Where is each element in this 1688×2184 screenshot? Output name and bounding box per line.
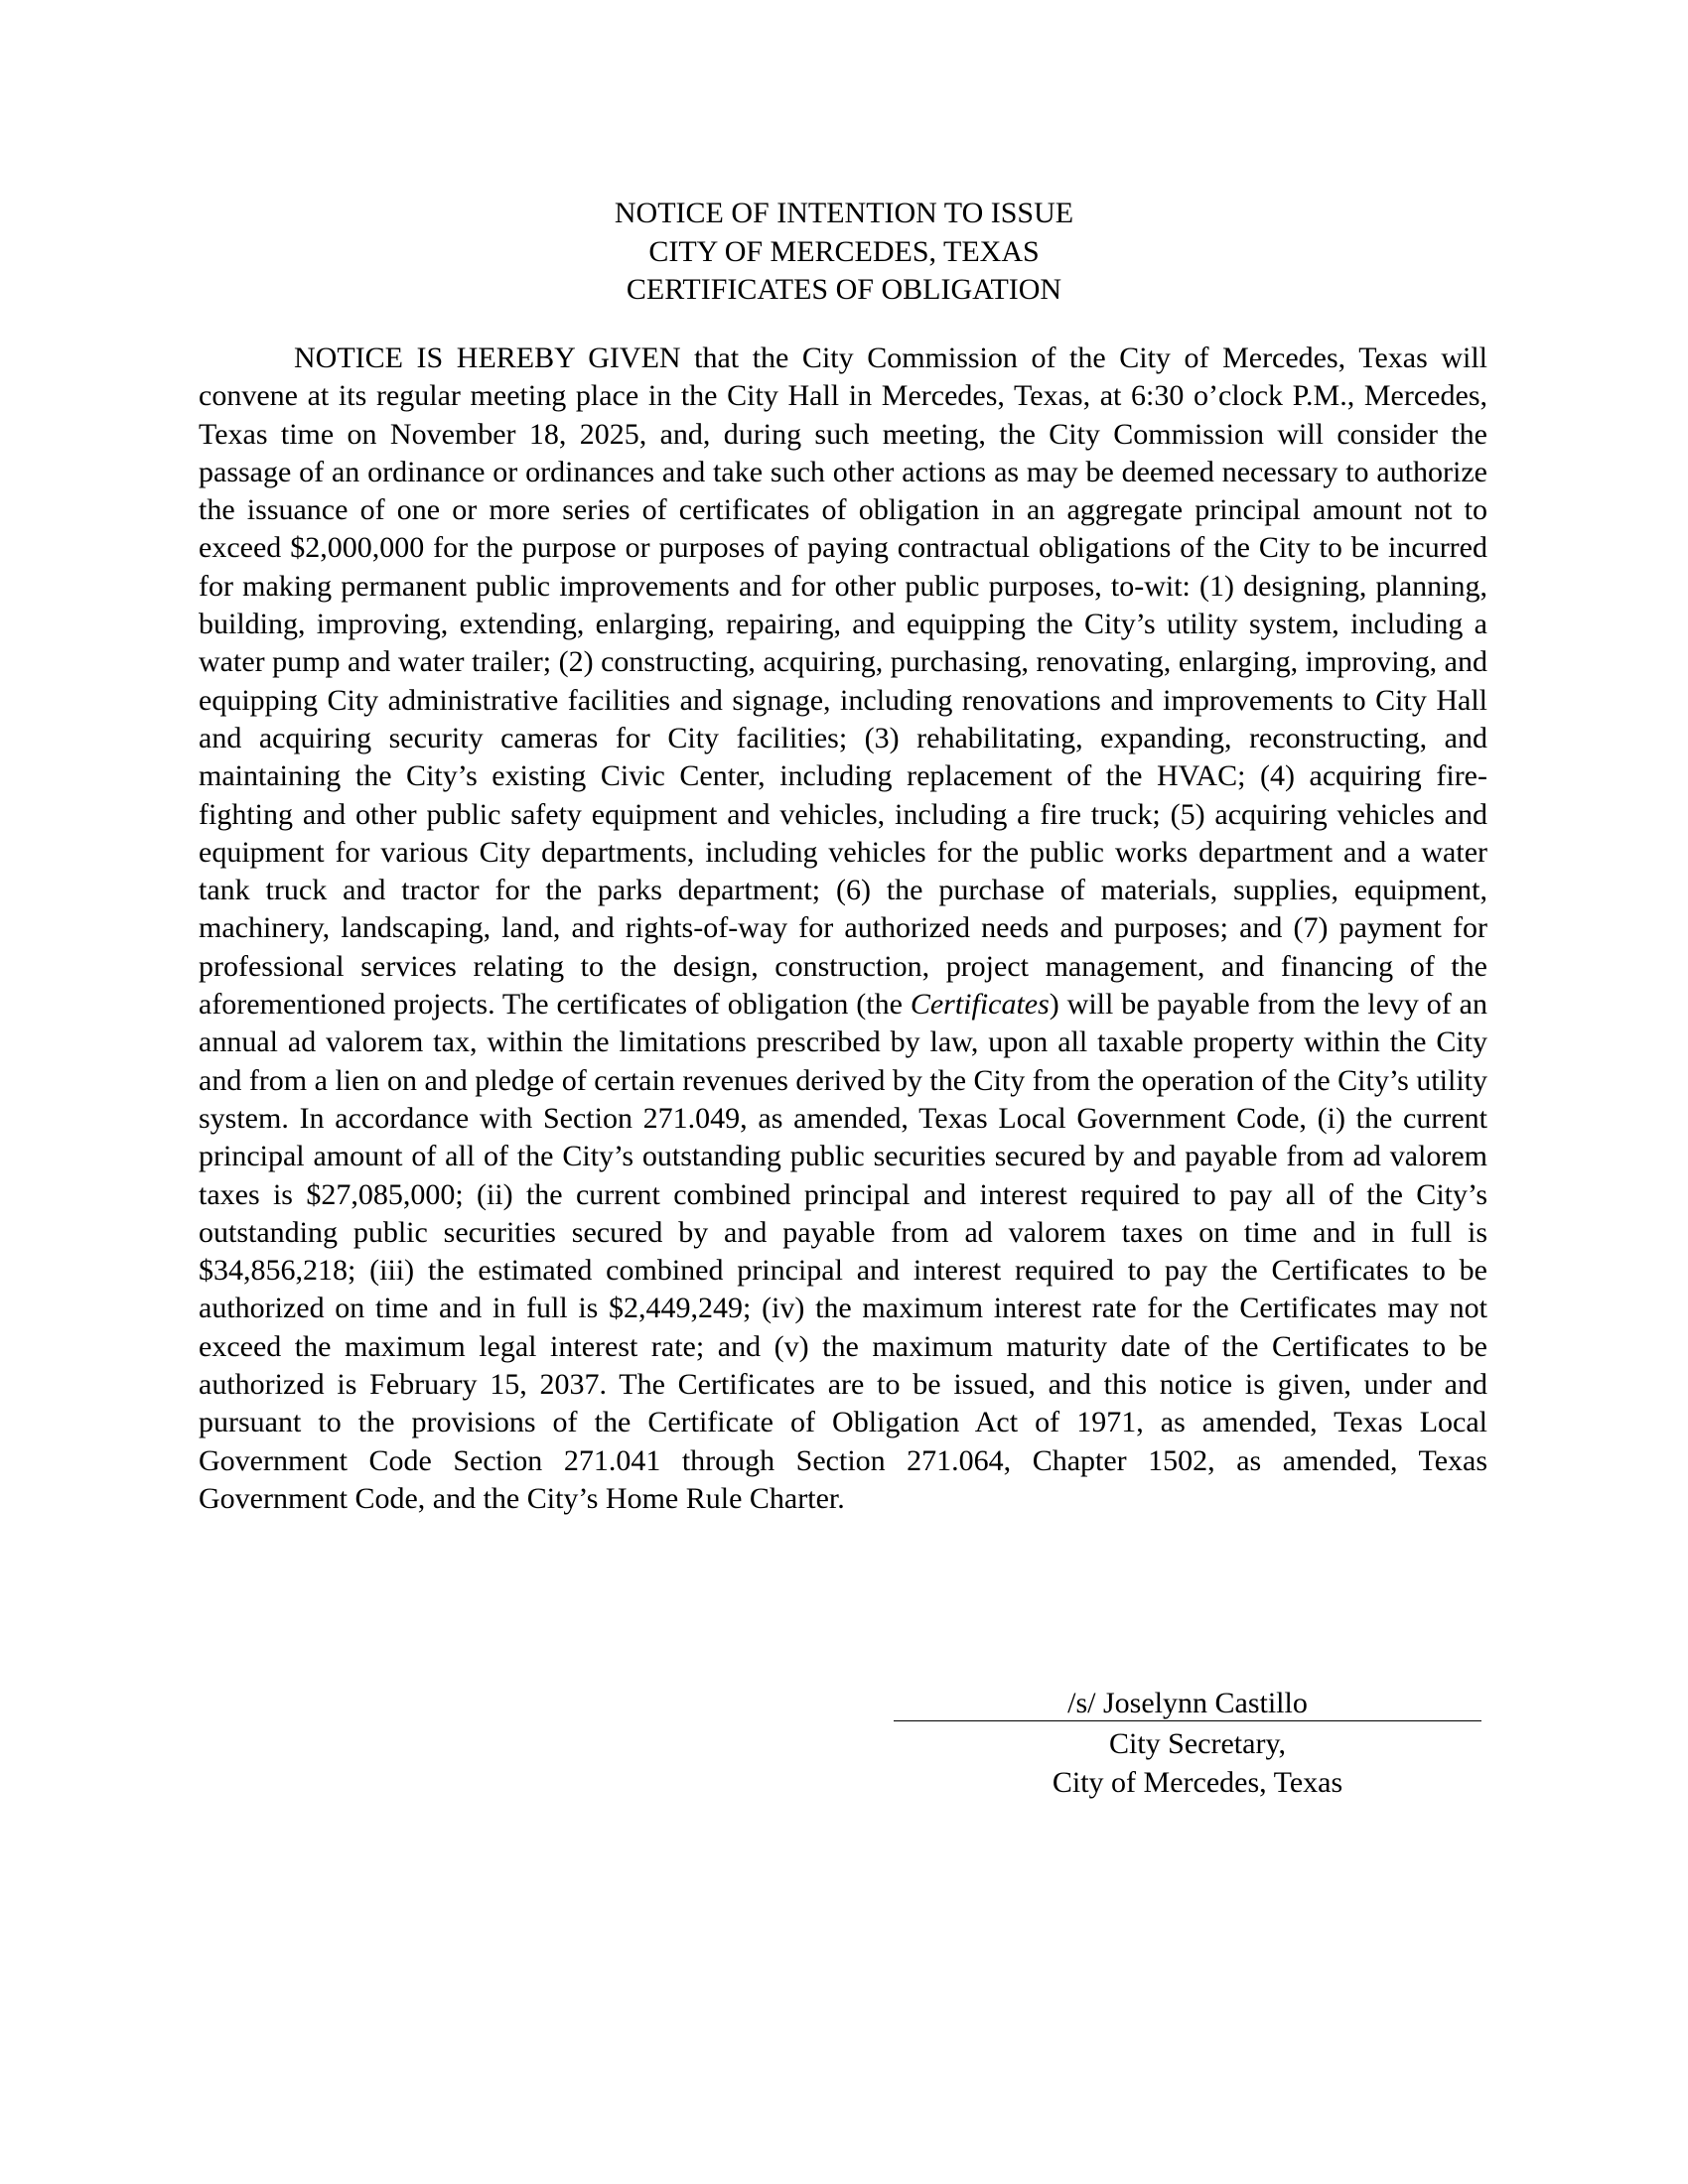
signature-line: /s/ Joselynn Castillo	[894, 1688, 1481, 1721]
title-line-1: NOTICE OF INTENTION TO ISSUE	[614, 197, 1074, 229]
title-line-2: CITY OF MERCEDES, TEXAS	[648, 234, 1040, 268]
notice-title	[199, 195, 1489, 310]
signature-block	[894, 1688, 1481, 1802]
signer-organization: City of Mercedes, Texas	[1052, 1765, 1343, 1799]
notice-body-paragraph	[199, 340, 1487, 1518]
title-line-3: CERTIFICATES OF OBLIGATION	[626, 273, 1062, 306]
body-text-part-2: ) will be payable from the levy of an annual ad valorem tax, within the limitations prescribed by law, upon all taxable property within the City and from a lien on and pledge of certain revenues derived by the City from the operation of the City’s utility system. In accordance with Section 271.049, as amended, Texas Local Government Code, (i) the current principal amount of all of the City’s outstanding public securities secured by and payable from ad valorem taxes is $27,085,000; (ii) the current combined principal and interest required to pay all of the City’s outstanding public securities secured by and payable from ad valorem taxes on time and in full is $34,856,218; (iii) the estimated combined principal and interest required to pay the Certificates to be authorized on time and in full is $2,449,249; (iv) the maximum interest rate for the Certificates may not exceed the maximum legal interest rate; and (v) the maximum maturity date of the Certificates to be authorized is February 15, 2037. The Certificates are to be issued, and this notice is given, under and pursuant to the provisions of the Certificate of Obligation Act of 1971, as amended, Texas Local Government Code Section 271.041 through Section 271.064, Chapter 1502, as amended, Texas Government Code, and the City’s Home Rule Charter.	[199, 988, 1487, 1515]
body-text-part-1: NOTICE IS HEREBY GIVEN that the City Commission of the City of Mercedes, Texas will convene at its regular meeting place in the City Hall in Mercedes, Texas, at 6:30 o’clock P.M., Mercedes, Texas time on November 18, 2025, and, during such meeting, the City Commission will consider the passage of an ordinance or ordinances and take such other actions as may be deemed necessary to authorize the issuance of one or more series of certificates of obligation in an aggregate principal amount not to exceed $2,000,000 for the purpose or purposes of paying contractual obligations of the City to be incurred for making permanent public improvements and for other public purposes, to-wit: (1) designing, planning, building, improving, extending, enlarging, repairing, and equipping the City’s utility system, including a water pump and water trailer; (2) constructing, acquiring, purchasing, renovating, enlarging, improving, and equipping City administrative facilities and signage, including renovations and improvements to City Hall and acquiring security cameras for City facilities; (3) rehabilitating, expanding, reconstructing, and maintaining the City’s existing Civic Center, including replacement of the HVAC; (4) acquiring fire-fighting and other public safety equipment and vehicles, including a fire truck; (5) acquiring vehicles and equipment for various City departments, including vehicles for the public works department and a water tank truck and tractor for the parks department; (6) the purchase of materials, supplies, equipment, machinery, landscaping, land, and rights-of-way for authorized needs and purposes; and (7) payment for professional services relating to the design, construction, project management, and financing of the aforementioned projects. The certificates of obligation (the	[199, 341, 1487, 1022]
signer-title: City Secretary,	[1109, 1727, 1286, 1760]
defined-term-certificates: Certificates	[910, 988, 1050, 1022]
